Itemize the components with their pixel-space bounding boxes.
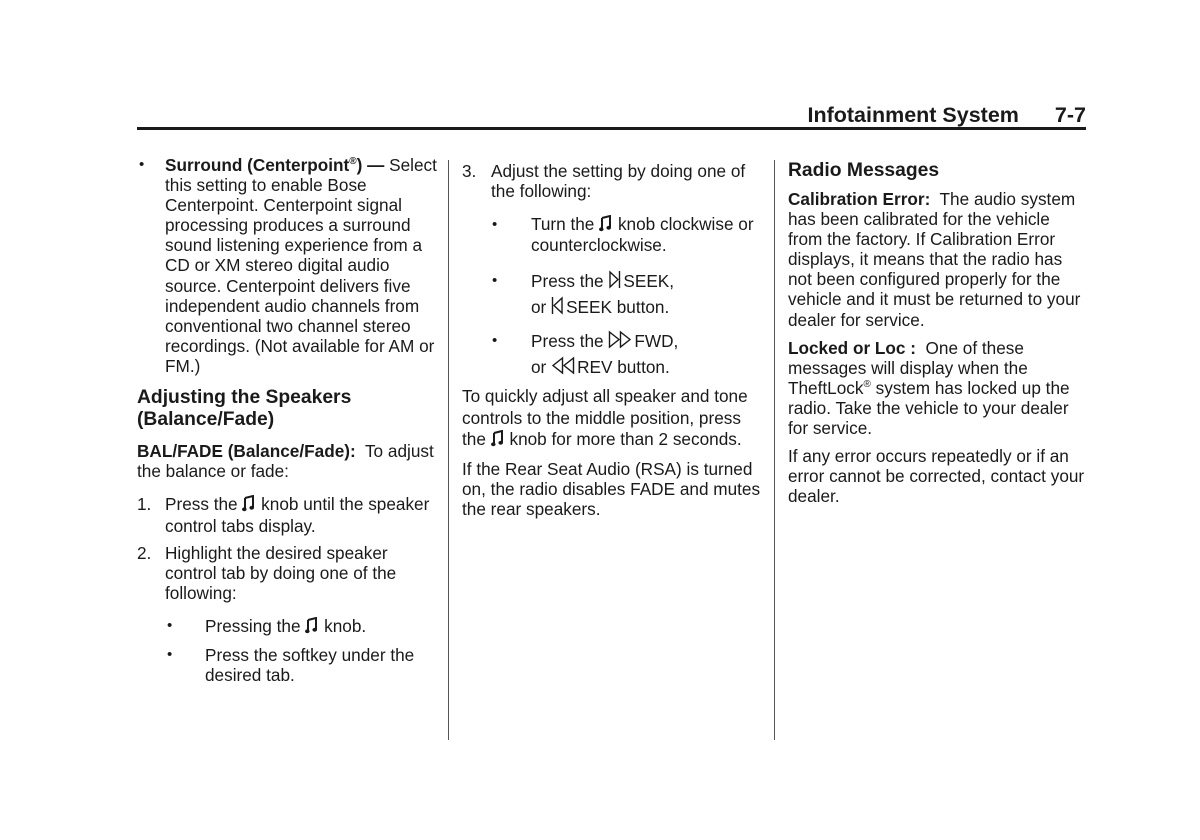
step-3-bullet-2 <box>462 268 762 320</box>
sub-bullet-2-text: Press the softkey under the desired tab. <box>205 644 415 685</box>
bullet-icon: • <box>139 156 145 173</box>
column-2 <box>462 155 762 519</box>
page-number: 7-7 <box>1054 103 1086 127</box>
locked-text-a: One of these messages will display when the TheftLock <box>788 337 1028 398</box>
bal-fade-label: BAL/FADE (Balance/Fade): <box>137 441 356 462</box>
rsa-paragraph: If the Rear Seat Audio (RSA) is turned on, the radio disables FADE and mutes the rear speakers. <box>462 458 761 519</box>
step-2-number: 2. <box>137 543 152 564</box>
bal-fade-paragraph <box>137 441 437 481</box>
error-paragraph: If any error occurs repeatedly or if an error cannot be corrected, contact your dealer. <box>788 446 1085 507</box>
bullet-icon: • <box>167 616 173 634</box>
step-3-bullet-1 <box>462 214 762 256</box>
surround-text <box>165 155 437 376</box>
registered-mark: ® <box>863 378 871 390</box>
fast-forward-icon <box>608 330 632 349</box>
bullet-icon: • <box>492 332 498 350</box>
sub-bullet-1 <box>137 616 437 636</box>
step-1-text-b: knob until the speaker control tabs display. <box>165 494 430 537</box>
surround-title: Surround (Centerpoint <box>165 155 350 175</box>
locked-text-b: system has locked up the radio. Take the vehicle to your dealer for service. <box>788 377 1070 439</box>
locked-paragraph <box>788 338 1086 438</box>
quick-adjust-text-a: To quickly adjust all speaker and tone controls to the middle position, press the <box>462 386 748 450</box>
quick-adjust-paragraph <box>462 386 762 451</box>
bullet-3-text-c: or <box>531 357 547 378</box>
column-3 <box>788 155 1086 506</box>
calibration-label: Calibration Error: <box>788 189 931 209</box>
step-1-number: 1. <box>137 494 152 515</box>
music-note-knob-icon <box>491 430 503 447</box>
sub-bullet-2 <box>137 645 437 685</box>
step-1-text-a: Press the <box>165 494 238 515</box>
step-2-text: Highlight the desired speaker control tab by doing one of the following: <box>165 543 397 604</box>
bullet-3-text-b: FWD, <box>634 331 679 352</box>
music-note-knob-icon <box>599 215 611 232</box>
bullet-2-text-a: Press the <box>531 271 604 292</box>
bullet-icon: • <box>492 272 498 290</box>
bullet-icon: • <box>492 216 498 234</box>
column-divider-2 <box>774 160 775 740</box>
column-1 <box>137 155 437 685</box>
bullet-1-text-a: Turn the <box>531 214 595 235</box>
rewind-icon <box>551 356 575 375</box>
bullet-2-text-b: SEEK, <box>623 271 675 292</box>
header-rule <box>137 127 1086 130</box>
step-3-number: 3. <box>462 161 477 181</box>
step-3 <box>462 161 762 201</box>
surround-description: Select this setting to enable Bose Centerpoint. Centerpoint signal processing produces a surround sound listening experience from a CD or XM stereo digital audio source. Centerpoint delivers five independent audio channels from conventional two channel stereo recordings. (Not available for AM or FM.) <box>165 155 437 376</box>
seek-back-icon <box>551 296 564 315</box>
sub-bullet-1-text-a: Pressing the <box>205 615 301 636</box>
music-note-knob-icon <box>305 617 317 634</box>
header-title <box>807 102 1086 128</box>
registered-mark: ® <box>349 156 357 167</box>
bullet-2-text-c: or <box>531 297 547 318</box>
music-note-knob-icon <box>242 495 254 512</box>
bal-fade-text: To adjust the balance or fade: <box>137 441 434 482</box>
calibration-paragraph <box>788 189 1086 330</box>
speakers-heading: Adjusting the Speakers (Balance/Fade) <box>137 387 352 431</box>
page-header <box>137 102 1086 130</box>
step-3-text: Adjust the setting by doing one of the following: <box>491 161 746 202</box>
step-1 <box>137 493 437 537</box>
step-2 <box>137 543 437 603</box>
bullet-3-text-d: REV button. <box>577 357 670 378</box>
surround-title-end: ) — <box>356 155 385 175</box>
radio-messages-heading: Radio Messages <box>788 160 940 181</box>
quick-adjust-text-b: knob for more than 2 seconds. <box>509 429 742 450</box>
sub-bullet-1-text-b: knob. <box>324 615 367 636</box>
bullet-1-text-b: knob clockwise or counterclockwise. <box>531 214 754 256</box>
seek-forward-icon <box>608 270 621 289</box>
bullet-2-text-d: SEEK button. <box>566 297 670 318</box>
calibration-text: The audio system has been calibrated for the vehicle from the factory. If Calibration Error displays, it means that the radio has not been configured properly for the vehicle and it must be returned to your dealer for service. <box>788 189 1081 330</box>
bullet-icon: • <box>167 645 173 663</box>
section-title: Infotainment System <box>807 103 1019 127</box>
locked-label: Locked or Loc : <box>788 337 916 358</box>
surround-item <box>137 155 437 376</box>
bullet-3-text-a: Press the <box>531 331 604 352</box>
step-3-bullet-3 <box>462 328 762 380</box>
column-divider-1 <box>448 160 449 740</box>
